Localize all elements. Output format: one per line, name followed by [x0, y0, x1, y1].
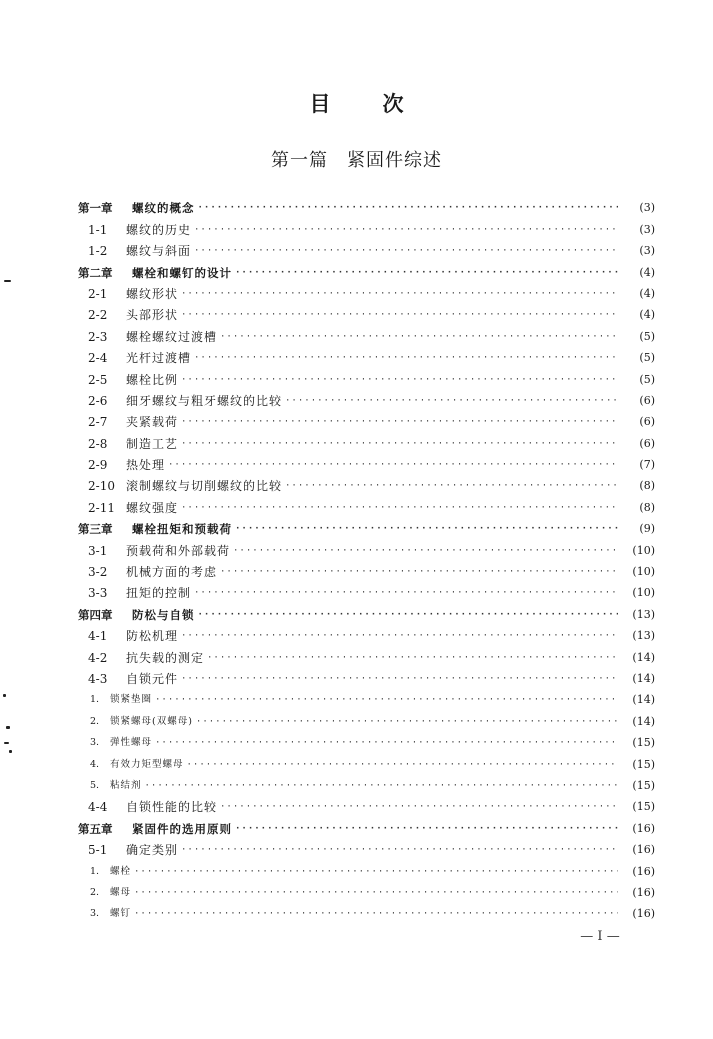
- toc-entry-number: 2-6: [88, 393, 108, 408]
- dot-leader: [155, 736, 618, 750]
- toc-entry-label: 有效力矩型螺母: [110, 758, 184, 770]
- toc-entry-page: (10): [632, 586, 655, 600]
- toc-entry-label: 细牙螺纹与粗牙螺纹的比较: [126, 393, 283, 408]
- toc-entry-number: 4-4: [88, 800, 108, 815]
- toc-entry-page: (8): [639, 500, 655, 514]
- dot-leader: [168, 458, 618, 472]
- toc-entry-number: 第一章: [78, 201, 113, 216]
- toc-entry-page: (4): [639, 265, 655, 279]
- toc-entry: [78, 879, 655, 900]
- toc-entry-label: 制造工艺: [126, 436, 179, 451]
- toc-entry-number: 1-2: [88, 244, 108, 259]
- part-heading: 第一篇 紧固件综述: [271, 150, 442, 171]
- toc-entry-number: 第三章: [78, 522, 113, 537]
- dot-leader: [181, 437, 618, 451]
- toc-entry: [78, 579, 655, 600]
- toc-entry-number: 2-2: [88, 308, 108, 323]
- toc-entry-page: (15): [632, 736, 655, 750]
- toc-entry: [78, 814, 655, 835]
- toc-entry-number: 2.: [90, 715, 100, 727]
- toc-entry-label: 热处理: [126, 458, 166, 473]
- toc-entry: [78, 215, 655, 236]
- toc-entry-label: 螺栓: [110, 865, 132, 877]
- toc-entry-label: 抗失载的测定: [126, 650, 205, 665]
- toc-entry: [78, 857, 655, 878]
- dot-leader: [181, 843, 618, 857]
- toc-entry: [78, 365, 655, 386]
- toc-entry: [78, 900, 655, 921]
- toc-entry-number: 4-3: [88, 671, 108, 686]
- toc-entry-label: 螺纹与斜面: [126, 244, 192, 259]
- toc-entry-label: 螺栓和螺钉的设计: [132, 265, 232, 280]
- toc-entry-label: 螺栓比例: [126, 372, 179, 387]
- toc-entry: [78, 558, 655, 579]
- toc-entry-label: 机械方面的考虑: [126, 565, 218, 580]
- toc-entry-page: (3): [639, 244, 655, 258]
- dot-leader: [198, 608, 619, 622]
- dot-leader: [134, 886, 618, 900]
- dot-leader: [194, 244, 618, 258]
- toc-entry-number: 第五章: [78, 821, 113, 836]
- toc-entry-page: (13): [632, 629, 655, 643]
- scan-mark: [9, 750, 12, 753]
- toc-entry-page: (10): [632, 565, 655, 579]
- toc-entry-label: 扭矩的控制: [126, 586, 192, 601]
- scan-mark: [3, 694, 6, 697]
- toc-entry-number: 2-10: [88, 479, 115, 494]
- toc-entry: [78, 836, 655, 857]
- toc-entry-number: 1.: [90, 865, 100, 877]
- dot-leader: [285, 394, 618, 408]
- dot-leader: [194, 586, 618, 600]
- toc-entry: [78, 387, 655, 408]
- toc-entry-page: (16): [632, 864, 655, 878]
- dot-leader: [194, 351, 618, 365]
- scan-mark: [4, 742, 9, 744]
- table-of-contents: [78, 194, 655, 921]
- dot-leader: [187, 758, 618, 772]
- toc-entry-number: 3.: [90, 737, 100, 749]
- toc-entry-number: 2-9: [88, 458, 108, 473]
- toc-entry: [78, 643, 655, 664]
- toc-entry: [78, 750, 655, 771]
- toc-entry-page: (15): [632, 800, 655, 814]
- dot-leader: [134, 907, 618, 921]
- toc-entry-label: 螺纹强度: [126, 500, 179, 515]
- toc-entry-number: 3.: [90, 908, 100, 920]
- dot-leader: [181, 373, 618, 387]
- dot-leader: [220, 565, 618, 579]
- toc-entry: [78, 408, 655, 429]
- toc-entry-page: (9): [639, 522, 655, 536]
- toc-entry: [78, 793, 655, 814]
- toc-entry: [78, 472, 655, 493]
- page-number: — I —: [580, 929, 620, 944]
- dot-leader: [181, 629, 618, 643]
- toc-entry-number: 1-1: [88, 222, 108, 237]
- dot-leader: [196, 715, 618, 729]
- dot-leader: [235, 822, 618, 836]
- toc-entry-label: 光杆过渡槽: [126, 351, 192, 366]
- toc-entry-page: (4): [639, 286, 655, 300]
- toc-entry: [78, 729, 655, 750]
- toc-entry-number: 2-5: [88, 372, 108, 387]
- toc-entry-label: 预载荷和外部载荷: [126, 543, 231, 558]
- toc-entry-label: 头部形状: [126, 308, 179, 323]
- dot-leader: [181, 415, 618, 429]
- toc-entry-page: (16): [632, 885, 655, 899]
- dot-leader: [145, 779, 618, 793]
- toc-entry-number: 第四章: [78, 607, 113, 622]
- toc-entry-label: 滚制螺纹与切削螺纹的比较: [126, 479, 283, 494]
- toc-entry: [78, 258, 655, 279]
- toc-entry-page: (4): [639, 308, 655, 322]
- dot-leader: [181, 287, 618, 301]
- toc-entry-label: 螺纹形状: [126, 286, 179, 301]
- dot-leader: [233, 544, 618, 558]
- toc-entry: [78, 772, 655, 793]
- toc-entry: [78, 194, 655, 215]
- toc-entry-page: (13): [632, 607, 655, 621]
- toc-entry-number: 3-1: [88, 543, 108, 558]
- dot-leader: [235, 522, 618, 536]
- toc-entry-label: 螺母: [110, 886, 132, 898]
- toc-entry: [78, 707, 655, 728]
- toc-entry-label: 螺钉: [110, 908, 132, 920]
- dot-leader: [220, 800, 618, 814]
- toc-entry-label: 自锁性能的比较: [126, 800, 218, 815]
- toc-entry-page: (6): [639, 436, 655, 450]
- toc-entry-page: (3): [639, 201, 655, 215]
- dot-leader: [181, 308, 618, 322]
- toc-entry-page: (7): [639, 458, 655, 472]
- toc-entry-label: 螺纹的历史: [126, 222, 192, 237]
- toc-entry-label: 螺纹的概念: [132, 201, 195, 216]
- toc-entry-number: 5.: [90, 779, 100, 791]
- toc-entry-label: 防松与自锁: [132, 607, 195, 622]
- dot-leader: [198, 201, 619, 215]
- toc-entry-label: 自锁元件: [126, 671, 179, 686]
- toc-entry-label: 夹紧载荷: [126, 415, 179, 430]
- toc-entry: [78, 322, 655, 343]
- toc-entry-label: 粘结剂: [110, 779, 142, 791]
- toc-entry-number: 5-1: [88, 843, 108, 858]
- toc-entry-page: (8): [639, 479, 655, 493]
- toc-entry-page: (5): [639, 372, 655, 386]
- toc-entry: [78, 536, 655, 557]
- toc-entry-number: 2-3: [88, 329, 108, 344]
- toc-entry-number: 2-1: [88, 286, 108, 301]
- toc-entry-number: 2-7: [88, 415, 108, 430]
- dot-leader: [134, 865, 618, 879]
- toc-entry: [78, 600, 655, 621]
- toc-entry-page: (15): [632, 757, 655, 771]
- toc-entry-label: 弹性螺母: [110, 737, 153, 749]
- toc-entry-label: 确定类别: [126, 843, 179, 858]
- toc-entry-label: 螺栓扭矩和预载荷: [132, 522, 232, 537]
- dot-leader: [181, 672, 618, 686]
- dot-leader: [194, 223, 618, 237]
- toc-entry-page: (16): [632, 843, 655, 857]
- toc-entry-number: 3-2: [88, 565, 108, 580]
- toc-entry-label: 锁紧螺母(双螺母): [110, 715, 193, 727]
- toc-entry-number: 4-2: [88, 650, 108, 665]
- toc-entry: [78, 301, 655, 322]
- dot-leader: [181, 501, 618, 515]
- toc-entry-number: 2-4: [88, 351, 108, 366]
- toc-entry-page: (5): [639, 351, 655, 365]
- toc-entry: [78, 451, 655, 472]
- dot-leader: [235, 266, 618, 280]
- toc-entry-page: (6): [639, 415, 655, 429]
- toc-entry-page: (14): [632, 693, 655, 707]
- scan-mark: [4, 280, 11, 282]
- toc-entry: [78, 686, 655, 707]
- toc-entry-label: 紧固件的选用原则: [132, 821, 232, 836]
- toc-entry: [78, 493, 655, 514]
- toc-entry-page: (3): [639, 222, 655, 236]
- scan-mark: [6, 726, 10, 729]
- toc-entry-page: (10): [632, 543, 655, 557]
- toc-entry: [78, 515, 655, 536]
- toc-entry-label: 螺栓螺纹过渡槽: [126, 329, 218, 344]
- page-title: 目次: [309, 92, 456, 116]
- toc-entry: [78, 237, 655, 258]
- toc-entry-label: 锁紧垫圈: [110, 694, 153, 706]
- toc-entry-number: 2-11: [88, 500, 115, 515]
- toc-entry-number: 4-1: [88, 629, 108, 644]
- toc-entry-page: (5): [639, 329, 655, 343]
- toc-entry: [78, 665, 655, 686]
- toc-entry-page: (16): [632, 821, 655, 835]
- toc-entry-page: (14): [632, 714, 655, 728]
- toc-entry-page: (14): [632, 650, 655, 664]
- toc-entry-page: (6): [639, 393, 655, 407]
- dot-leader: [155, 693, 618, 707]
- toc-entry-number: 4.: [90, 758, 100, 770]
- toc-entry: [78, 622, 655, 643]
- toc-entry-number: 3-3: [88, 586, 108, 601]
- toc-entry-page: (15): [632, 778, 655, 792]
- toc-entry: [78, 280, 655, 301]
- toc-entry-number: 2-8: [88, 436, 108, 451]
- toc-entry-page: (14): [632, 671, 655, 685]
- toc-entry-number: 第二章: [78, 265, 113, 280]
- toc-entry: [78, 344, 655, 365]
- toc-entry-label: 防松机理: [126, 629, 179, 644]
- toc-entry-number: 1.: [90, 694, 100, 706]
- toc-entry-number: 2.: [90, 886, 100, 898]
- dot-leader: [285, 479, 618, 493]
- toc-entry: [78, 429, 655, 450]
- dot-leader: [220, 330, 618, 344]
- toc-entry-page: (16): [632, 907, 655, 921]
- dot-leader: [207, 651, 618, 665]
